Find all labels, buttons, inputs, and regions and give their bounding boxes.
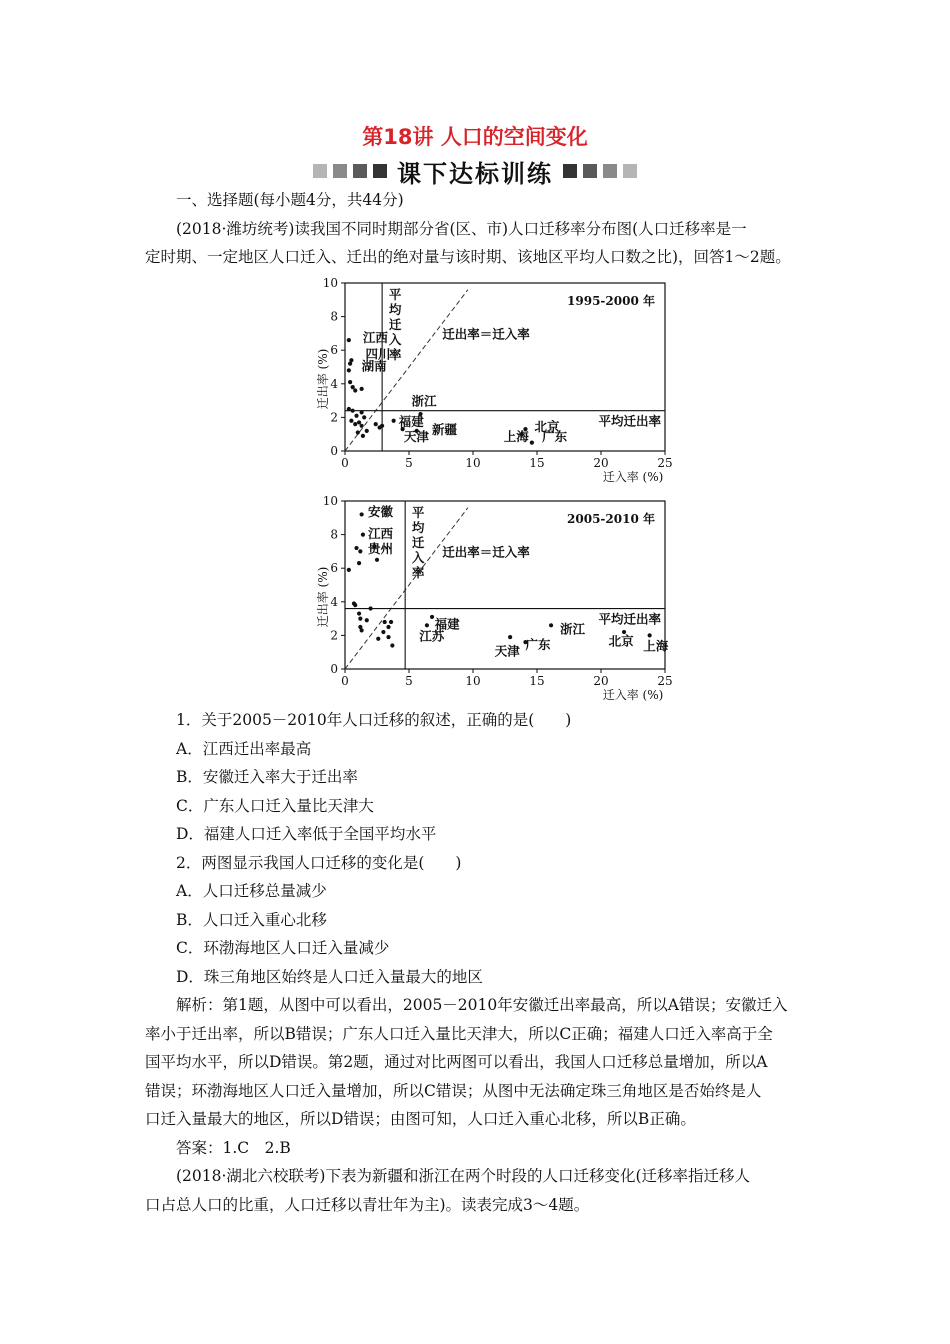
question-1: 1．关于2005－2010年人口迁移的叙述，正确的是( ) <box>176 711 572 729</box>
region-label: 广东 <box>542 428 568 444</box>
data-point <box>353 422 357 426</box>
banner-decoration-left <box>313 164 387 178</box>
data-point <box>530 441 534 445</box>
analysis-line: 国平均水平，所以D错误。第2题，通过对比两图可以看出，我国人口迁移总量增加，所以A <box>145 1053 768 1071</box>
y-tick-label: 6 <box>330 561 338 576</box>
question-1-option-b: B．安徽迁入率大于迁出率 <box>176 768 358 786</box>
period-title: 2005-2010 年 <box>567 512 655 526</box>
migration-chart-1995-2000 <box>300 276 700 486</box>
data-point <box>389 620 393 624</box>
y-tick-label: 2 <box>330 410 338 425</box>
data-point <box>381 630 385 634</box>
data-point <box>360 424 364 428</box>
data-point <box>386 625 390 629</box>
question-2-option-c: C．环渤海地区人口迁入量减少 <box>176 939 390 957</box>
avg-in-rate-label: 均 <box>411 520 425 535</box>
region-label: 江苏 <box>419 628 445 644</box>
avg-in-rate-label: 入 <box>411 550 425 565</box>
intro-line: 定时期、一定地区人口迁入、迁出的绝对量与该时期、该地区平均人口数之比)，回答1～2题。 <box>145 248 791 266</box>
data-point <box>347 407 351 411</box>
intro-line: (2018·潍坊统考)读我国不同时期部分省(区、市)人口迁移率分布图(人口迁移率是一 <box>176 219 747 238</box>
avg-in-rate-label: 平 <box>388 287 402 302</box>
data-point <box>348 380 352 384</box>
avg-in-rate-label: 迁 <box>411 535 425 550</box>
y-tick-label: 10 <box>322 494 338 508</box>
region-label: 湖南 <box>361 358 387 374</box>
data-point <box>375 558 379 562</box>
region-label: 福建 <box>398 413 424 429</box>
x-tick-label: 5 <box>405 456 413 470</box>
y-axis-label: 迁出率 (%) <box>316 566 330 628</box>
region-label: 四川 <box>365 346 391 362</box>
data-point <box>383 620 387 624</box>
x-tick-label: 5 <box>405 674 413 688</box>
data-point <box>361 533 365 537</box>
region-label: 安徽 <box>368 504 394 520</box>
x-tick-label: 20 <box>593 456 609 470</box>
data-point <box>349 419 353 423</box>
region-label: 江西 <box>368 525 394 541</box>
x-tick-label: 15 <box>529 674 545 688</box>
data-point <box>353 388 357 392</box>
y-tick-label: 8 <box>330 527 338 542</box>
region-label: 北京 <box>534 418 560 434</box>
intro-line: (2018·湖北六校联考)下表为新疆和浙江在两个时段的人口迁移变化(迁移率指迁移人 <box>176 1167 751 1185</box>
x-tick-label: 0 <box>341 674 349 688</box>
region-label: 上海 <box>643 638 669 654</box>
analysis-line: 率小于迁出率，所以B错误；广东人口迁入量比天津大，所以C正确；福建人口迁入率高于全 <box>145 1024 773 1043</box>
x-tick-label: 15 <box>529 456 545 470</box>
data-point <box>356 430 360 434</box>
data-point <box>362 415 366 419</box>
region-label: 江西 <box>362 329 388 345</box>
x-axis-label: 迁入率 (%) <box>602 470 664 484</box>
data-point <box>360 512 364 516</box>
data-point <box>358 617 362 621</box>
data-point <box>353 603 357 607</box>
y-tick-label: 2 <box>330 628 338 643</box>
region-label: 福建 <box>434 616 460 632</box>
avg-in-rate-label: 均 <box>388 302 402 317</box>
banner-title: 课下达标训练 <box>397 159 553 188</box>
data-point <box>365 429 369 433</box>
region-label: 天津 <box>494 643 520 659</box>
avg-out-rate-label: 平均迁出率 <box>598 413 661 429</box>
question-2-option-b: B．人口迁入重心北移 <box>176 910 327 929</box>
equal-rate-line <box>345 508 468 669</box>
analysis-line: 错误；环渤海地区人口迁入量增加，所以C错误；从图中无法确定珠三角地区是否始终是人 <box>145 1081 762 1100</box>
region-label: 广东 <box>525 636 551 652</box>
x-tick-label: 0 <box>341 456 349 470</box>
data-point <box>360 387 364 391</box>
data-point <box>360 410 364 414</box>
avg-in-rate-label: 迁 <box>388 317 402 332</box>
avg-in-rate-label: 入 <box>388 332 402 347</box>
question-2-option-a: A．人口迁移总量减少 <box>176 882 327 900</box>
lesson-title: 第18讲 人口的空间变化 <box>362 125 588 149</box>
section-heading: 一、选择题(每小题4分，共44分) <box>176 191 404 209</box>
data-point <box>360 628 364 632</box>
data-point <box>361 434 365 438</box>
data-point <box>376 637 380 641</box>
avg-in-rate-label: 率 <box>411 565 425 580</box>
data-point <box>357 561 361 565</box>
data-point <box>348 362 352 366</box>
questions-block <box>145 706 805 1219</box>
analysis-line: 口迁入量最大的地区，所以D错误；由图可知，人口迁入重心北移，所以B正确。 <box>145 1110 696 1128</box>
x-axis-label: 迁入率 (%) <box>602 688 664 702</box>
data-point <box>365 618 369 622</box>
analysis-line: 解析：第1题，从图中可以看出，2005－2010年安徽迁出率最高，所以A错误；安徽迁入 <box>176 996 788 1014</box>
region-label: 新疆 <box>432 422 458 438</box>
region-label: 浙江 <box>560 621 586 637</box>
y-tick-label: 10 <box>322 276 338 290</box>
question-1-option-a: A．江西迁出率最高 <box>176 739 312 758</box>
y-tick-label: 4 <box>330 594 338 609</box>
question-2: 2．两图显示我国人口迁移的变化是( ) <box>176 853 462 872</box>
intro-block-1 <box>145 186 805 272</box>
x-tick-label: 20 <box>593 674 609 688</box>
avg-in-rate-label: 平 <box>411 505 425 520</box>
data-point <box>354 414 358 418</box>
equal-rate-label: 迁出率＝迁入率 <box>442 544 530 560</box>
data-point <box>386 635 390 639</box>
data-point <box>374 422 378 426</box>
banner-decoration-right <box>563 164 637 178</box>
y-axis-label: 迁出率 (%) <box>316 348 330 410</box>
data-point <box>390 643 394 647</box>
x-tick-label: 10 <box>465 456 481 470</box>
data-point <box>347 368 351 372</box>
data-point <box>430 615 434 619</box>
question-1-option-c: C．广东人口迁入量比天津大 <box>176 796 374 815</box>
region-label: 贵州 <box>368 541 394 557</box>
question-1-option-d: D．福建人口迁入率低于全国平均水平 <box>176 825 437 843</box>
data-point <box>354 546 358 550</box>
period-title: 1995-2000 年 <box>567 294 655 308</box>
data-point <box>347 568 351 572</box>
avg-out-rate-label: 平均迁出率 <box>598 611 661 627</box>
x-tick-label: 25 <box>657 456 673 470</box>
data-point <box>648 633 652 637</box>
region-label: 北京 <box>608 633 634 649</box>
region-label: 天津 <box>403 428 429 444</box>
section-banner <box>0 153 950 189</box>
y-tick-label: 0 <box>330 662 338 676</box>
y-tick-label: 0 <box>330 444 338 458</box>
data-point <box>358 549 362 553</box>
y-tick-label: 6 <box>330 343 338 358</box>
avg-in-rate-label: 率 <box>388 347 402 362</box>
data-point <box>347 338 351 342</box>
question-2-option-d: D．珠三角地区始终是人口迁入量最大的地区 <box>176 967 483 986</box>
answer-line: 答案：1.C 2.B <box>176 1138 291 1157</box>
y-tick-label: 4 <box>330 376 338 391</box>
data-point <box>380 424 384 428</box>
data-point <box>508 635 512 639</box>
y-tick-label: 8 <box>330 309 338 324</box>
data-point <box>357 420 361 424</box>
data-point <box>351 409 355 413</box>
data-point <box>369 606 373 610</box>
data-point <box>549 623 553 627</box>
region-label: 上海 <box>503 428 529 444</box>
equal-rate-label: 迁出率＝迁入率 <box>442 326 530 342</box>
x-tick-label: 10 <box>465 674 481 688</box>
intro-line: 口占总人口的比重，人口迁移以青壮年为主)。读表完成3～4题。 <box>145 1195 590 1214</box>
region-label: 浙江 <box>411 393 437 409</box>
data-point <box>351 385 355 389</box>
migration-chart-2005-2010 <box>300 494 700 704</box>
data-point <box>425 623 429 627</box>
data-point <box>392 419 396 423</box>
x-tick-label: 25 <box>657 674 673 688</box>
data-point <box>357 611 361 615</box>
